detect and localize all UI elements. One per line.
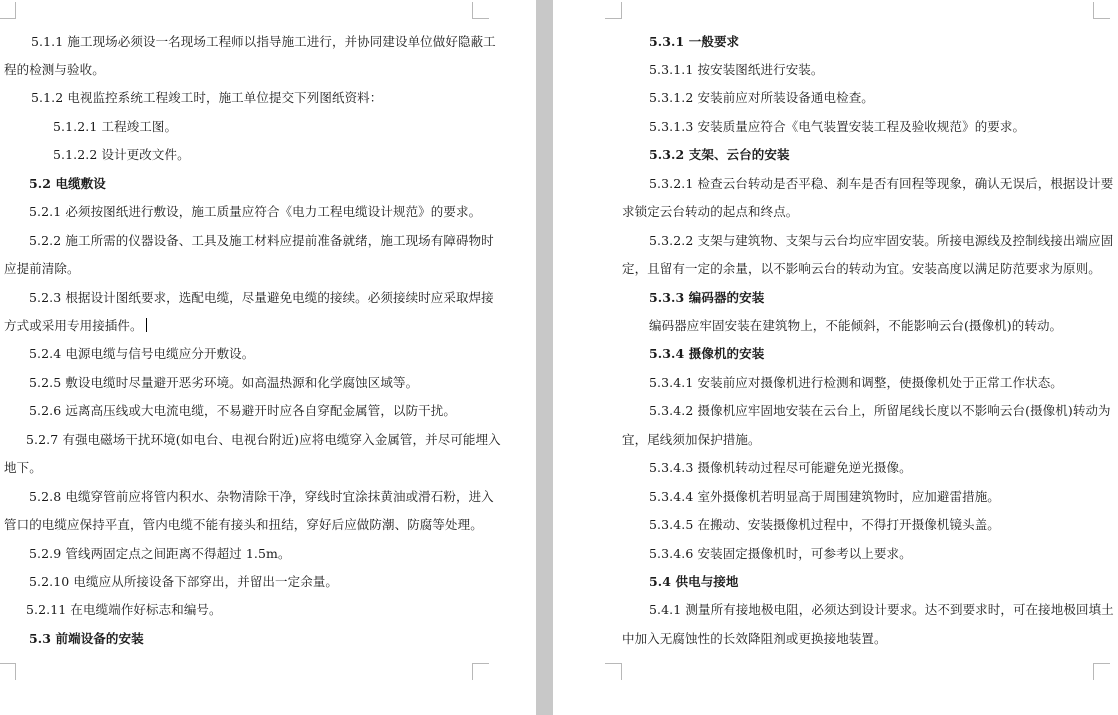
paragraph-line[interactable]: 5.2.6 远离高压线或大电流电缆，不易避开时应各自穿配金属管，以防干扰。 (29, 403, 456, 418)
section-heading[interactable]: 5.2 电缆敷设 (29, 176, 106, 191)
paragraph-line[interactable]: 5.3.4.1 安装前应对摄像机进行检测和调整，使摄像机处于正常工作状态。 (649, 375, 1063, 390)
page-corner-mark (0, 2, 16, 19)
section-heading[interactable]: 5.3 前端设备的安装 (29, 631, 144, 646)
paragraph-line[interactable]: 5.1.2.2 设计更改文件。 (53, 147, 190, 162)
section-heading[interactable]: 5.3.4 摄像机的安装 (649, 346, 765, 361)
paragraph-line[interactable]: 5.2.7 有强电磁场干扰环境(如电台、电视台附近)应将电缆穿入金属管，并尽可能埋入 (26, 432, 501, 447)
page-corner-mark (1093, 2, 1110, 19)
page-corner-mark (0, 663, 16, 680)
page-corner-mark (472, 663, 489, 680)
page-gutter (536, 0, 553, 715)
page-corner-mark (472, 2, 489, 19)
paragraph-line[interactable]: 5.1.1 施工现场必须设一名现场工程师以指导施工进行，并协同建设单位做好隐蔽工 (31, 34, 496, 49)
document-page-right[interactable] (553, 0, 1118, 715)
paragraph-line[interactable]: 宜，尾线须加保护措施。 (622, 432, 761, 447)
paragraph-line[interactable]: 5.2.5 敷设电缆时尽量避开恶劣环境。如高温热源和化学腐蚀区域等。 (29, 375, 419, 390)
paragraph-line[interactable]: 5.1.2.1 工程竣工图。 (53, 119, 178, 134)
paragraph-line[interactable]: 5.3.1.3 安装质量应符合《电气装置安装工程及验收规范》的要求。 (649, 119, 1026, 134)
paragraph-line-text: 方式或采用专用接插件。 (4, 318, 143, 333)
paragraph-line[interactable]: 5.3.4.6 安装固定摄像机时，可参考以上要求。 (649, 546, 912, 561)
section-heading[interactable]: 5.4 供电与接地 (649, 574, 739, 589)
paragraph-line[interactable]: 应提前清除。 (4, 261, 80, 276)
page-corner-mark (605, 663, 622, 680)
paragraph-line[interactable]: 求锁定云台转动的起点和终点。 (622, 204, 799, 219)
paragraph-line[interactable]: 5.2.9 管线两固定点之间距离不得超过 1.5m。 (29, 546, 291, 561)
paragraph-line[interactable]: 5.4.1 测量所有接地极电阻，必须达到设计要求。达不到要求时，可在接地极回填土 (649, 602, 1114, 617)
paragraph-line[interactable]: 5.3.4.3 摄像机转动过程尽可能避免逆光摄像。 (649, 460, 912, 475)
paragraph-line[interactable]: 5.3.1.1 按安装图纸进行安装。 (649, 62, 824, 77)
paragraph-line[interactable]: 5.2.11 在电缆端作好标志和编号。 (26, 602, 222, 617)
page-corner-mark (605, 2, 622, 19)
paragraph-line[interactable]: 5.3.4.2 摄像机应牢固地安装在云台上，所留尾线长度以不影响云台(摄像机)转动为 (649, 403, 1111, 418)
paragraph-line[interactable]: 5.3.4.5 在搬动、安装摄像机过程中，不得打开摄像机镜头盖。 (649, 517, 1000, 532)
paragraph-line[interactable]: 5.2.8 电缆穿管前应将管内积水、杂物清除干净，穿线时宜涂抹黄油或滑石粉，进入 (29, 489, 494, 504)
section-heading[interactable]: 5.3.3 编码器的安装 (649, 290, 765, 305)
section-heading[interactable]: 5.3.2 支架、云台的安装 (649, 147, 790, 162)
paragraph-line[interactable]: 定，且留有一定的余量，以不影响云台的转动为宜。安装高度以满足防范要求为原则。 (622, 261, 1101, 276)
paragraph-line[interactable]: 程的检测与验收。 (4, 62, 105, 77)
paragraph-line[interactable] (4, 317, 147, 335)
paragraph-line[interactable]: 地下。 (4, 460, 42, 475)
paragraph-line[interactable]: 5.2.3 根据设计图纸要求，选配电缆，尽量避免电缆的接续。必须接续时应采取焊接 (29, 290, 494, 305)
section-heading[interactable]: 5.3.1 一般要求 (649, 34, 740, 49)
page-corner-mark (1093, 663, 1110, 680)
text-cursor (146, 318, 147, 332)
paragraph-line[interactable]: 5.2.4 电源电缆与信号电缆应分开敷设。 (29, 346, 255, 361)
paragraph-line[interactable]: 5.3.4.4 室外摄像机若明显高于周围建筑物时，应加避雷措施。 (649, 489, 1000, 504)
paragraph-line[interactable]: 编码器应牢固安装在建筑物上，不能倾斜，不能影响云台(摄像机)的转动。 (649, 318, 1063, 333)
paragraph-line[interactable]: 5.2.2 施工所需的仪器设备、工具及施工材料应提前准备就绪，施工现场有障碍物时 (29, 233, 494, 248)
paragraph-line[interactable]: 5.2.1 必须按图纸进行敷设，施工质量应符合《电力工程电缆设计规范》的要求。 (29, 204, 482, 219)
paragraph-line[interactable]: 中加入无腐蚀性的长效降阻剂或更换接地装置。 (622, 631, 887, 646)
paragraph-line[interactable]: 管口的电缆应保持平直，管内电缆不能有接头和扭结，穿好后应做防潮、防腐等处理。 (4, 517, 483, 532)
paragraph-line[interactable]: 5.2.10 电缆应从所接设备下部穿出，并留出一定余量。 (29, 574, 339, 589)
paragraph-line[interactable]: 5.3.1.2 安装前应对所装设备通电检查。 (649, 90, 874, 105)
paragraph-line[interactable]: 5.1.2 电视监控系统工程竣工时，施工单位提交下列图纸资料： (31, 90, 383, 105)
document-page-left[interactable] (0, 0, 536, 715)
paragraph-line[interactable]: 5.3.2.1 检查云台转动是否平稳、刹车是否有回程等现象，确认无误后，根据设计要 (649, 176, 1114, 191)
paragraph-line[interactable]: 5.3.2.2 支架与建筑物、支架与云台均应牢固安装。所接电源线及控制线接出端应固 (649, 233, 1114, 248)
